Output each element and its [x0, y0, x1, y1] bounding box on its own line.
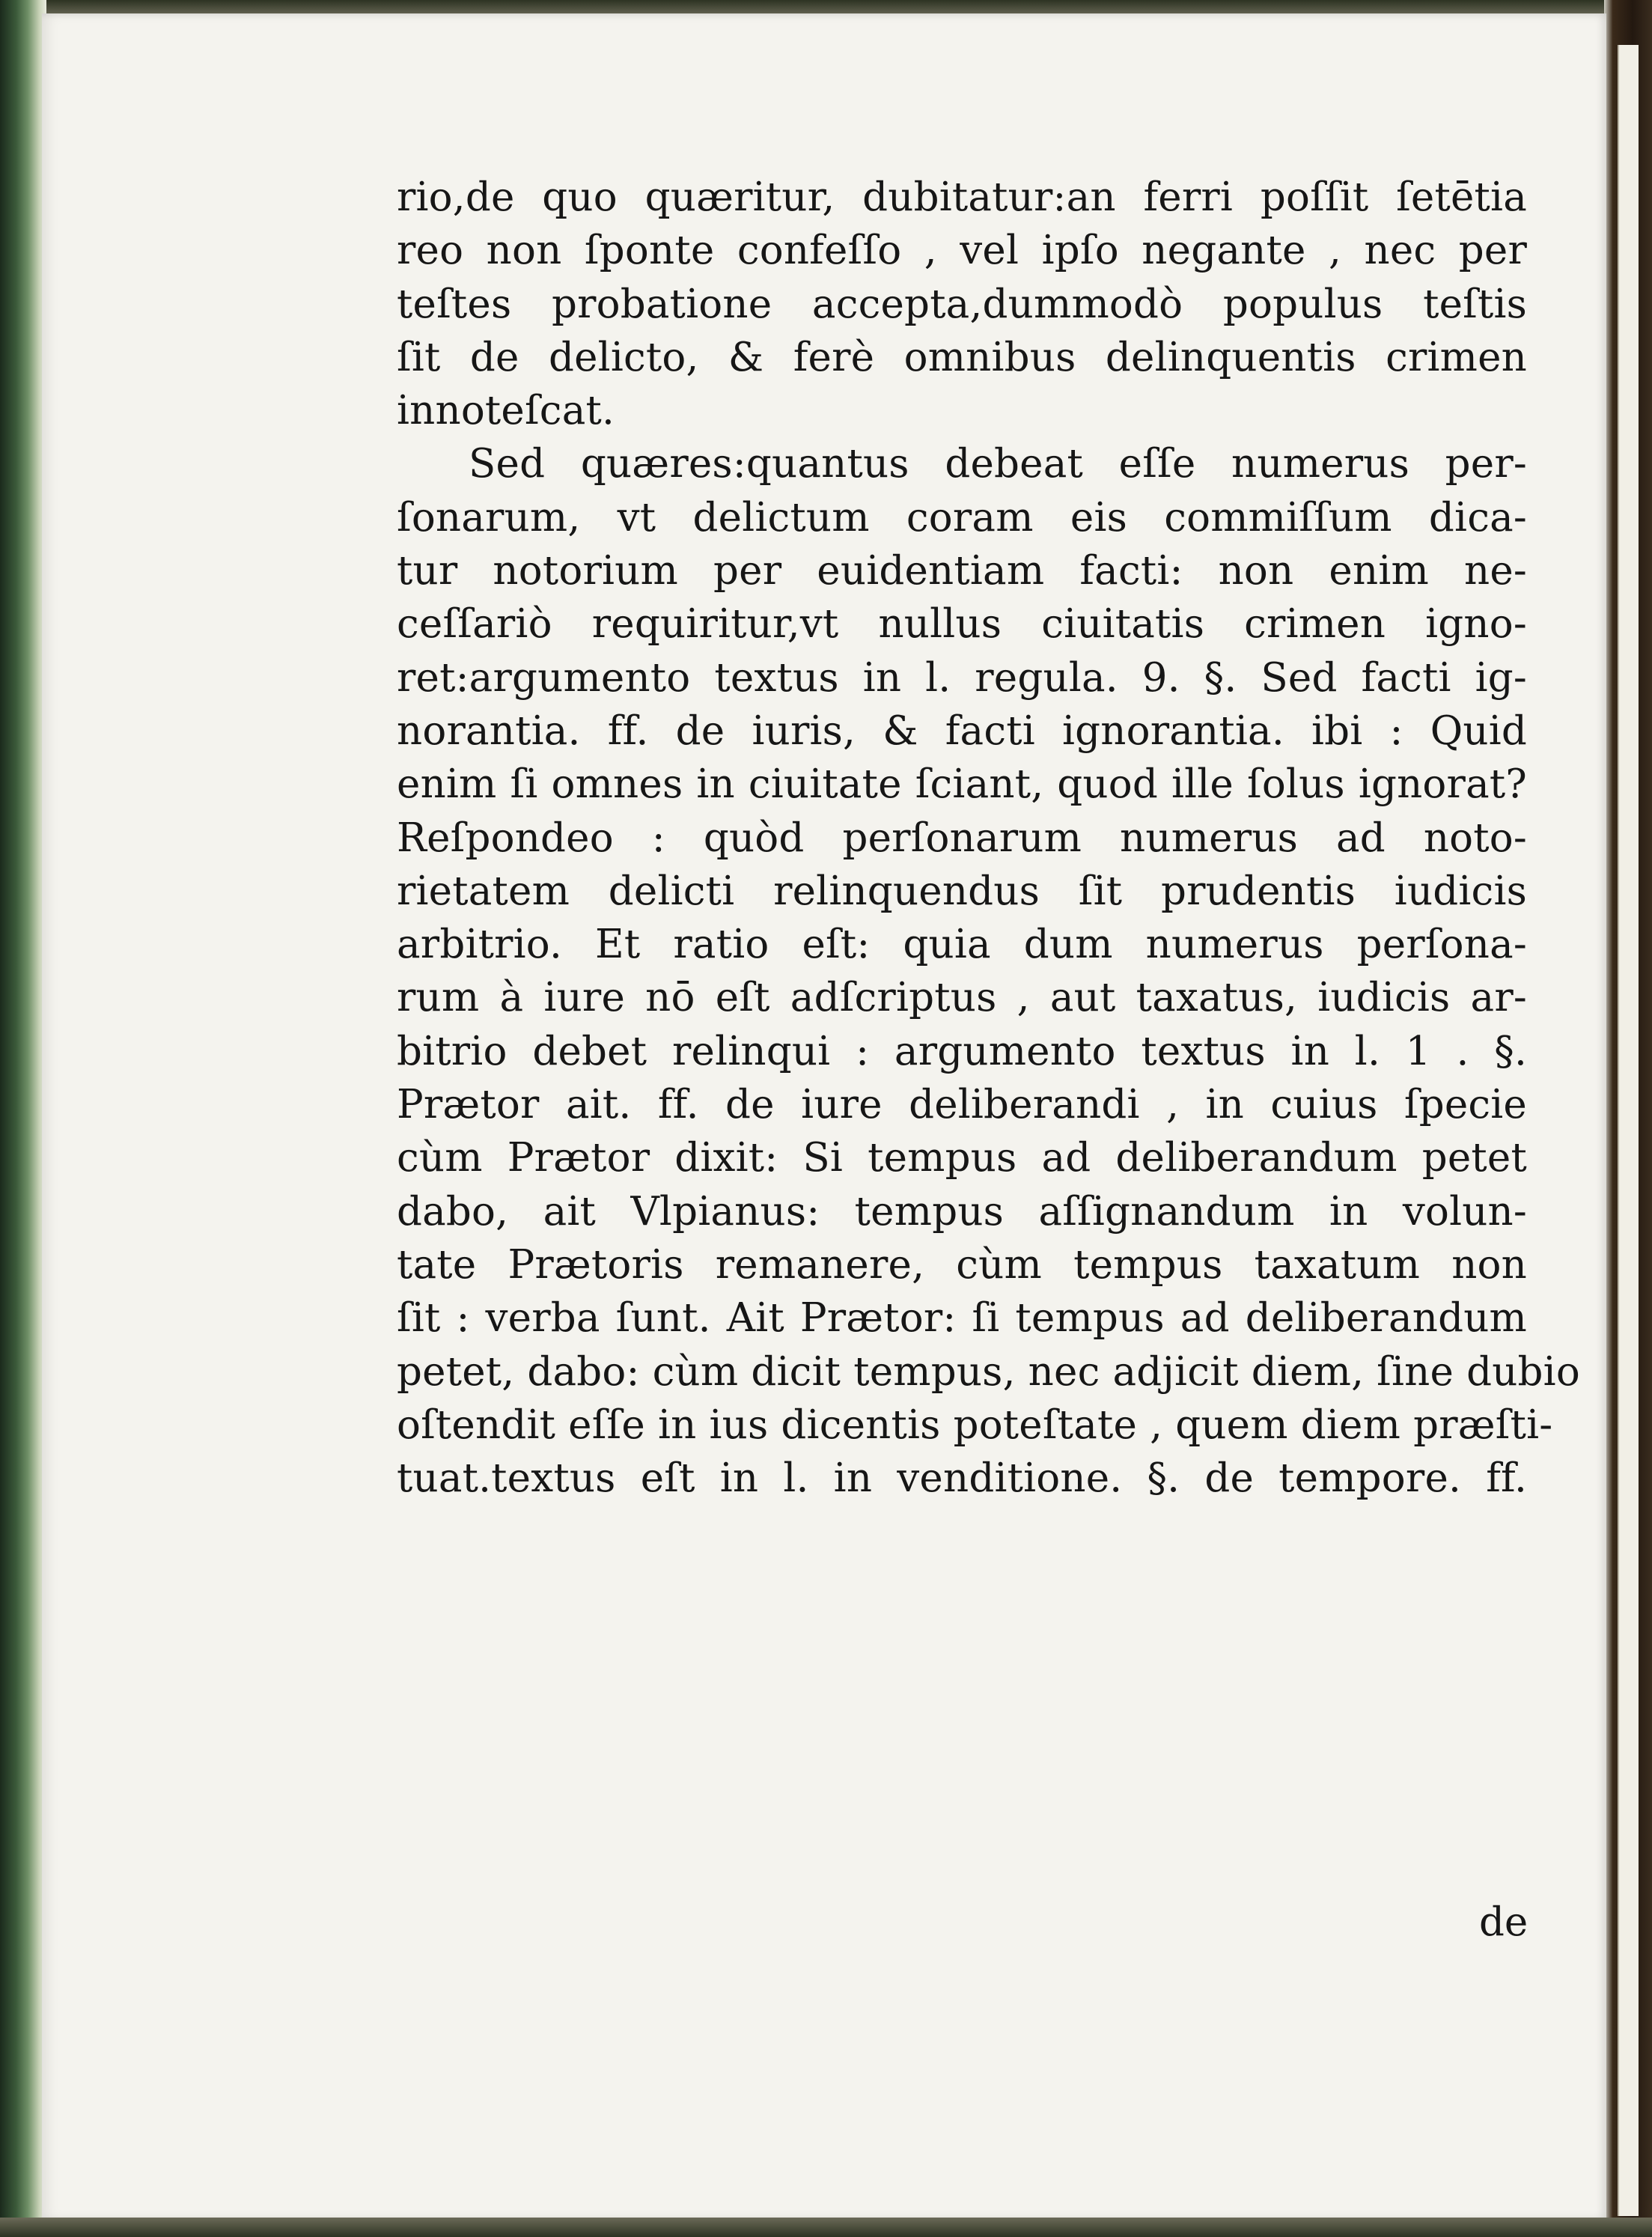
- catchword: de: [1479, 1899, 1528, 1945]
- text-line: rio,de quo quæritur, dubitatur:an ferri poſſit ſetētia: [397, 174, 1527, 220]
- text-line-italic: petet, dabo: cùm dicit tempus, nec adjicit diem, ſine dubio: [397, 1348, 1580, 1395]
- text-line: reo non ſponte confeſſo , vel ipſo negante , nec per: [397, 228, 1527, 274]
- book-spine-edge: [0, 0, 46, 2237]
- scan-bottom-border: [0, 2218, 1652, 2237]
- text-line: dabo, ait Vlpianus: tempus aſſignandum in volun-: [397, 1188, 1527, 1235]
- text-line: ſit : verba ſunt. Ait Prætor: ſi tempus ad deliberandum: [397, 1295, 1527, 1342]
- text-line-italic: enim ſi omnes in ciuitate ſciant, quod ille ſolus ignorat?: [397, 761, 1527, 808]
- text-line: cùm Prætor dixit: Si tempus ad deliberandum petet: [397, 1135, 1527, 1181]
- text-line: arbitrio. Et ratio eſt: quia dum numerus perſona-: [397, 922, 1527, 968]
- text-line: bitrio debet relinqui : argumento textus in l. 1 . §.: [397, 1028, 1527, 1074]
- text-line: norantia. ff. de iuris, & facti ignorantia. ibi : Quid: [397, 707, 1527, 754]
- text-line: tate Prætoris remanere, cùm tempus taxatum non: [397, 1241, 1527, 1288]
- text-line: tur notorium per euidentiam facti: non enim ne-: [397, 548, 1527, 594]
- text-line: innoteſcat.: [397, 388, 615, 434]
- text-line: ceſſariò requiritur,vt nullus ciuitatis crimen igno-: [397, 601, 1527, 648]
- text-line: rietatem delicti relinquendus ſit prudentis iudicis: [397, 868, 1527, 914]
- text-line-italic: oſtendit eſſe in ius dicentis poteſtate , quem diem præſti-: [397, 1401, 1553, 1448]
- text-line: rum à iure nō eſt adſcriptus , aut taxatus, iudicis ar-: [397, 975, 1527, 1021]
- text-line: ret:argumento textus in l. regula. 9. §. Sed facti ig-: [397, 654, 1527, 701]
- facing-page-edge: [1618, 45, 1639, 2216]
- text-line: ſonarum, vt delictum coram eis commiſſum dica-: [397, 494, 1527, 541]
- text-line: Sed quæres:quantus debeat eſſe numerus per-: [469, 441, 1527, 487]
- text-line: Reſpondeo : quòd perſonarum numerus ad noto-: [397, 815, 1527, 861]
- text-line: Prætor ait. ff. de iure deliberandi , in cuius ſpecie: [397, 1082, 1527, 1128]
- page-body-text: [397, 171, 1580, 1505]
- text-line: tuat.textus eſt in l. in venditione. §. de tempore. ff.: [397, 1455, 1527, 1502]
- text-line: ſit de delicto, & ferè omnibus delinquentis crimen: [397, 334, 1527, 380]
- text-line: teſtes probatione accepta,dummodò populus teſtis: [397, 281, 1527, 327]
